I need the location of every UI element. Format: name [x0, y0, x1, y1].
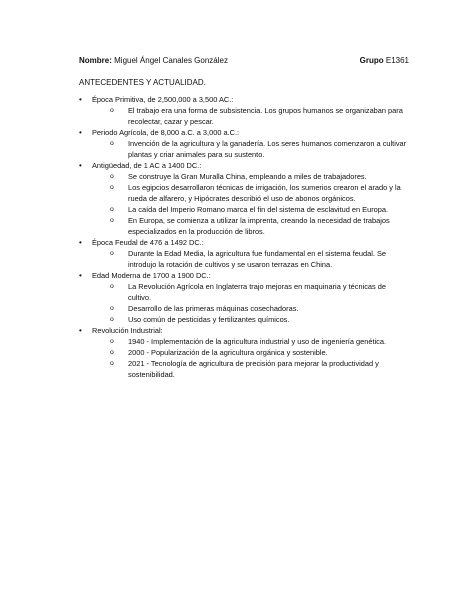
- sub-item: o Uso común de pesticidas y fertilizantes químicos.: [110, 314, 409, 325]
- item-text: Periodo Agrícola, de 8,000 a.C. a 3,000 a.C.:: [92, 128, 240, 137]
- sub-item: o La caída del Imperio Romano marca el fin del sistema de esclavitud en Europa.: [110, 204, 409, 215]
- name-value: Miguel Ángel Canales González: [114, 56, 228, 65]
- sub-item: o 2000 - Popularización de la agricultura orgánica y sostenible.: [110, 347, 409, 358]
- outline-item: [79, 270, 409, 325]
- sub-item: o Desarrollo de las primeras máquinas cosechadoras.: [110, 303, 409, 314]
- sub-item: o Durante la Edad Media, la agricultura fue fundamental en el sistema feudal. Se introdujo la rotación de cultivos y se usaron terrazas en China.: [110, 248, 409, 270]
- section-title: ANTECEDENTES Y ACTUALIDAD.: [79, 78, 206, 87]
- outline-list: [79, 94, 409, 380]
- item-text: Época Primitiva, de 2,500,000 a 3,500 AC.:: [92, 95, 234, 104]
- item-text: Antigüedad, de 1 AC a 1400 DC.:: [92, 161, 202, 170]
- sub-item: o Se construye la Gran Muralla China, empleando a miles de trabajadores.: [110, 171, 409, 182]
- sub-list: [92, 138, 409, 160]
- outline-item: [79, 94, 409, 127]
- item-text: Edad Moderna de 1700 a 1900 DC.:: [92, 271, 211, 280]
- item-text: Revolución Industrial:: [92, 326, 163, 335]
- sub-item: o 2021 - Tecnología de agricultura de precisión para mejorar la productividad y sostenibilidad.: [110, 358, 409, 380]
- sub-item: o La Revolución Agrícola en Inglaterra trajo mejoras en maquinaria y técnicas de cultivo.: [110, 281, 409, 303]
- item-text: Época Feudal de 476 a 1492 DC.:: [92, 238, 204, 247]
- name-label: Nombre:: [79, 56, 112, 65]
- sub-item: o Invención de la agricultura y la ganadería. Los seres humanos comenzaron a cultivar plantas y criar animales para su sustento.: [110, 138, 409, 160]
- sub-item: o El trabajo era una forma de subsistencia. Los grupos humanos se organizaban para recolectar, cazar y pescar.: [110, 105, 409, 127]
- sub-list: [92, 105, 409, 127]
- outline-item: [79, 127, 409, 160]
- sub-list: [92, 281, 409, 325]
- sub-item: o En Europa, se comienza a utilizar la imprenta, creando la necesidad de trabajos especializados en la producción de libros.: [110, 215, 409, 237]
- outline-item: [79, 325, 409, 380]
- document-header: [79, 55, 409, 66]
- outline-item: [79, 160, 409, 237]
- outline-item: [79, 237, 409, 270]
- group-info: [360, 55, 409, 66]
- group-value: E1361: [385, 56, 409, 65]
- sub-item: o Los egipcios desarrollaron técnicas de irrigación, los sumerios crearon el arado y la rueda de alfarero, y Hipócrates describió el uso de abonos orgánicos.: [110, 182, 409, 204]
- sub-list: [92, 248, 409, 270]
- student-name: [79, 55, 228, 66]
- sub-list: [92, 171, 409, 237]
- group-label: Grupo: [359, 56, 384, 65]
- sub-item: o 1940 - Implementación de la agricultura industrial y uso de ingeniería genética.: [110, 336, 409, 347]
- sub-list: [92, 336, 409, 380]
